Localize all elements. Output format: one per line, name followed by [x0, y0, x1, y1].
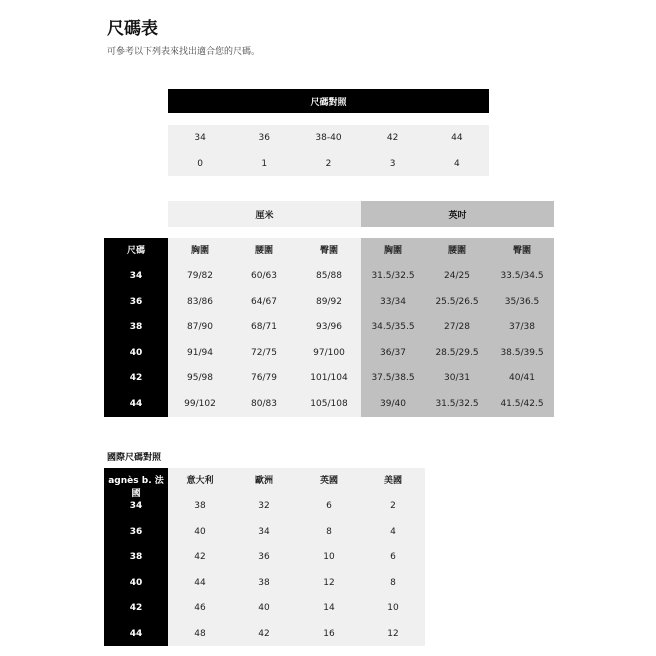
table-cell: 37.5/38.5: [371, 373, 415, 383]
table-cell: 3: [389, 159, 396, 169]
column-header: 腰圍: [254, 246, 273, 256]
column-header: agnès b. 法國: [108, 476, 164, 499]
table-cell: 8: [390, 578, 396, 588]
table-cell: 6: [326, 501, 332, 511]
table-cell: 16: [323, 629, 335, 639]
table-cell: 25.5/26.5: [435, 297, 479, 307]
table-cell: 42: [386, 133, 399, 143]
cm-group-header: 厘米: [168, 201, 361, 227]
size-conversion-row: [168, 158, 489, 171]
table-cell: 101/104: [310, 373, 348, 383]
table-cell: 31.5/32.5: [371, 271, 415, 281]
table-cell: 44: [451, 133, 463, 143]
table-cell: 4: [453, 159, 460, 169]
size-label: 38: [129, 322, 143, 332]
table-cell: 87/90: [187, 322, 213, 332]
table-cell: 6: [390, 552, 396, 562]
table-cell: 72/75: [251, 348, 277, 358]
table-cell: 14: [323, 603, 335, 613]
table-cell: 12: [323, 578, 335, 588]
table-cell: 44: [194, 578, 206, 588]
table-cell: 83/86: [187, 297, 213, 307]
table-cell: 0: [197, 159, 203, 169]
column-header: 美國: [383, 476, 402, 486]
table-cell: 40: [194, 527, 206, 537]
table-cell: 36: [258, 552, 270, 562]
page-subtitle: 可參考以下列表來找出適合您的尺碼。: [107, 47, 261, 57]
size-conversion-row: [168, 132, 489, 145]
table-cell: 34.5/35.5: [371, 322, 415, 332]
table-cell: 4: [390, 527, 396, 537]
size-label: 38: [129, 552, 143, 562]
size-conversion-header: 尺碼對照: [168, 89, 489, 113]
table-cell: 38: [194, 501, 206, 511]
size-label: 34: [129, 271, 143, 281]
table-cell: 27/28: [444, 322, 470, 332]
table-cell: 80/83: [251, 399, 277, 409]
table-cell: 64/67: [251, 297, 277, 307]
table-cell: 79/82: [187, 271, 213, 281]
page-title: 尺碼表: [107, 19, 158, 39]
table-cell: 37/38: [509, 322, 535, 332]
table-cell: 36/37: [380, 348, 406, 358]
column-header: 腰圍: [447, 246, 466, 256]
table-cell: 85/88: [316, 271, 342, 281]
table-cell: 38: [258, 578, 270, 588]
table-cell: 36: [258, 133, 270, 143]
column-header: 英國: [319, 476, 338, 486]
size-label: 44: [129, 399, 143, 409]
table-cell: 89/92: [316, 297, 342, 307]
table-cell: 76/79: [251, 373, 277, 383]
table-cell: 68/71: [251, 322, 277, 332]
inch-group-header: 英吋: [361, 201, 554, 227]
table-cell: 34: [258, 527, 270, 537]
table-cell: 38-40: [315, 133, 342, 143]
table-cell: 38.5/39.5: [500, 348, 544, 358]
table-cell: 35/36.5: [504, 297, 540, 307]
table-cell: 40/41: [509, 373, 535, 383]
column-header: 胸圍: [383, 246, 402, 256]
international-title: 國際尺碼對照: [107, 453, 162, 463]
table-cell: 60/63: [251, 271, 277, 281]
table-cell: 10: [387, 603, 399, 613]
size-label: 42: [129, 373, 143, 383]
size-column-header: 尺碼: [126, 246, 145, 256]
table-cell: 40: [258, 603, 270, 613]
size-label: 40: [129, 348, 143, 358]
column-header: 意大利: [186, 476, 214, 486]
table-cell: 24/25: [444, 271, 470, 281]
table-cell: 99/102: [184, 399, 216, 409]
table-cell: 12: [387, 629, 399, 639]
size-label: 42: [129, 603, 143, 613]
table-cell: 32: [258, 501, 270, 511]
size-label: 34: [129, 501, 143, 511]
table-cell: 41.5/42.5: [500, 399, 544, 409]
table-cell: 34: [194, 133, 206, 143]
size-conversion-table: [168, 125, 489, 176]
table-cell: 39/40: [380, 399, 406, 409]
column-header: 歐洲: [254, 476, 273, 486]
column-header: 臀圍: [512, 246, 531, 256]
table-cell: 33.5/34.5: [500, 271, 544, 281]
size-label: 36: [129, 297, 143, 307]
size-label: 36: [129, 527, 143, 537]
table-cell: 30/31: [444, 373, 470, 383]
table-cell: 95/98: [187, 373, 213, 383]
size-label: 40: [129, 578, 143, 588]
column-header: 臀圍: [319, 246, 338, 256]
table-cell: 28.5/29.5: [435, 348, 479, 358]
table-cell: 42: [194, 552, 206, 562]
table-cell: 2: [325, 159, 332, 169]
table-cell: 46: [194, 603, 206, 613]
table-cell: 91/94: [187, 348, 213, 358]
table-cell: 33/34: [380, 297, 406, 307]
column-header: 胸圍: [190, 246, 209, 256]
table-cell: 97/100: [313, 348, 345, 358]
table-cell: 10: [323, 552, 335, 562]
table-cell: 48: [194, 629, 206, 639]
table-cell: 93/96: [316, 322, 342, 332]
table-cell: 105/108: [310, 399, 348, 409]
size-label: 44: [129, 629, 143, 639]
table-cell: 31.5/32.5: [435, 399, 479, 409]
table-cell: 2: [390, 501, 396, 511]
table-cell: 1: [261, 159, 268, 169]
table-cell: 8: [326, 527, 332, 537]
table-cell: 42: [258, 629, 270, 639]
